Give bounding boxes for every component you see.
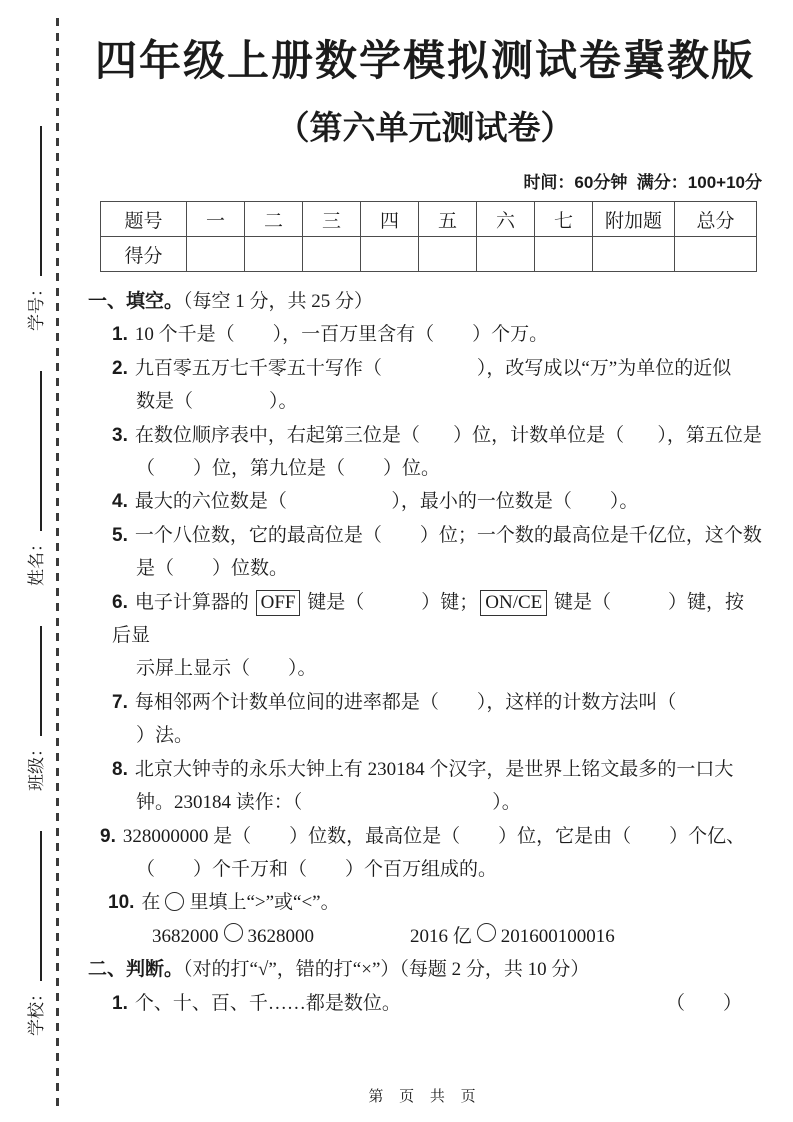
seal-field-student-number bbox=[22, 126, 47, 331]
question-10-number: 10. bbox=[108, 892, 135, 914]
score-cell[interactable] bbox=[675, 237, 757, 272]
question-3-number: 3. bbox=[112, 424, 128, 446]
question-6-line2: 示屏上显示（ ）。 bbox=[136, 658, 317, 680]
question-9-number: 9. bbox=[100, 825, 116, 847]
question-6-number: 6. bbox=[112, 591, 128, 613]
comparison-1-right-value: 3628000 bbox=[247, 925, 314, 947]
class-label: 班级： bbox=[27, 740, 46, 791]
question-2-line2: 数是（ ）。 bbox=[136, 391, 298, 413]
calculator-once-key: ON/CE bbox=[480, 590, 547, 616]
question-2 bbox=[88, 352, 762, 385]
comparison-2-right-value: 201600100016 bbox=[500, 925, 615, 947]
question-8-number: 8. bbox=[112, 758, 128, 780]
section-1-title: 一、填空。 bbox=[88, 291, 184, 312]
section-1-heading bbox=[88, 285, 762, 318]
question-9 bbox=[88, 820, 762, 853]
question-2-text-line1: 九百零五万七千零五十写作（ ），改写成以“万”为单位的近似 bbox=[134, 357, 732, 379]
question-3-text-line1: 在数位顺序表中，右起第三位是（ ）位，计数单位是（ ），第五位是 bbox=[134, 424, 762, 446]
question-8 bbox=[88, 753, 762, 786]
student-number-label: 学号： bbox=[27, 280, 46, 331]
score-cell[interactable] bbox=[477, 237, 535, 272]
score-header-cell: 三 bbox=[303, 202, 361, 237]
question-9-line2: （ ）个千万和（ ）个百万组成的。 bbox=[136, 858, 498, 880]
score-cell[interactable] bbox=[361, 237, 419, 272]
question-10-text-pre: 在 bbox=[141, 892, 161, 914]
score-header-cell: 五 bbox=[419, 202, 477, 237]
school-label: 学校： bbox=[27, 985, 46, 1036]
compare-circle-icon bbox=[165, 892, 184, 911]
compare-circle-icon[interactable] bbox=[477, 923, 496, 942]
question-1-text: 10 个千是（ ），一百万里含有（ ）个万。 bbox=[134, 324, 549, 346]
question-1-number: 1. bbox=[112, 324, 128, 346]
score-row-label: 得分 bbox=[101, 237, 187, 272]
score-table bbox=[100, 201, 757, 272]
page-title: 四年级上册数学模拟测试卷冀教版 bbox=[94, 37, 755, 84]
score-header-cell: 二 bbox=[245, 202, 303, 237]
question-6-text-pre: 电子计算器的 bbox=[134, 591, 254, 613]
question-7 bbox=[88, 686, 762, 719]
section-2-title: 二、判断。 bbox=[88, 959, 184, 981]
score-header-cell: 一 bbox=[187, 202, 245, 237]
question-10-text-post: 里填上“>”或“<”。 bbox=[189, 892, 340, 914]
score-table-score-row bbox=[101, 237, 757, 272]
score-header-cell: 题号 bbox=[101, 202, 187, 237]
question-5-line2: 是（ ）位数。 bbox=[136, 558, 289, 580]
comparison-1 bbox=[152, 920, 314, 953]
question-8-text-line1: 北京大钟寺的永乐大钟上有 230184 个汉字，是世界上铭文最多的一口大 bbox=[134, 758, 734, 780]
judge-question-1 bbox=[88, 987, 762, 1020]
page-footer: 第 页 共 页 bbox=[368, 1089, 482, 1105]
school-blank-line[interactable] bbox=[25, 831, 42, 981]
comparison-2-left-value: 2016 亿 bbox=[410, 925, 472, 947]
seal-area bbox=[22, 46, 47, 1106]
calculator-off-key: OFF bbox=[256, 590, 301, 616]
question-5 bbox=[88, 519, 762, 552]
question-8-line2: 钟。230184 读作：（ ）。 bbox=[136, 792, 521, 814]
score-cell[interactable] bbox=[535, 237, 593, 272]
question-9-text-line1: 328000000 是（ ）位数，最高位是（ ）位，它是由（ ）个亿、 bbox=[122, 825, 746, 847]
question-10 bbox=[88, 886, 762, 919]
name-blank-line[interactable] bbox=[25, 371, 42, 531]
question-6 bbox=[88, 586, 762, 653]
seal-field-name bbox=[22, 371, 47, 586]
exam-info: 时间：60分钟 满分：100+10分 bbox=[523, 173, 762, 192]
question-6-text-mid: 键是（ ）键； bbox=[302, 591, 479, 613]
section-2-heading bbox=[88, 953, 762, 986]
main-column bbox=[88, 20, 762, 1020]
question-2-number: 2. bbox=[112, 357, 128, 379]
page-subtitle: （第六单元测试卷） bbox=[276, 109, 574, 146]
judge-question-1-number: 1. bbox=[112, 992, 128, 1014]
question-5-number: 5. bbox=[112, 524, 128, 546]
judge-question-1-text: 个、十、百、千……都是数位。 bbox=[134, 992, 401, 1014]
question-7-text-line1: 每相邻两个计数单位间的进率都是（ ），这样的计数方法叫（ bbox=[134, 691, 677, 713]
score-header-cell: 七 bbox=[535, 202, 593, 237]
section-1-note: （每空 1 分，共 25 分） bbox=[183, 291, 374, 312]
score-cell[interactable] bbox=[303, 237, 361, 272]
score-cell[interactable] bbox=[187, 237, 245, 272]
score-header-cell: 四 bbox=[361, 202, 419, 237]
question-7-number: 7. bbox=[112, 691, 128, 713]
score-header-cell: 六 bbox=[477, 202, 535, 237]
question-4 bbox=[88, 485, 762, 518]
seal-field-school bbox=[22, 831, 47, 1036]
question-10-comparisons bbox=[88, 920, 762, 953]
compare-circle-icon[interactable] bbox=[224, 923, 243, 942]
score-table-header-row bbox=[101, 202, 757, 237]
class-blank-line[interactable] bbox=[25, 626, 42, 736]
score-cell[interactable] bbox=[419, 237, 477, 272]
score-header-cell: 附加题 bbox=[593, 202, 675, 237]
student-number-blank-line[interactable] bbox=[25, 126, 42, 276]
question-3 bbox=[88, 419, 762, 452]
score-cell[interactable] bbox=[245, 237, 303, 272]
question-4-text: 最大的六位数是（ ），最小的一位数是（ ）。 bbox=[134, 491, 639, 513]
seal-dashed-line bbox=[56, 18, 59, 1106]
name-label: 姓名： bbox=[27, 535, 46, 586]
question-7-line2: ）法。 bbox=[136, 725, 194, 747]
section-2-note: （对的打“√”，错的打“×”）（每题 2 分，共 10 分） bbox=[183, 959, 590, 981]
questions-area bbox=[88, 285, 762, 1020]
judge-question-1-answer-blank[interactable]: （ ） bbox=[665, 992, 742, 1014]
question-6-text-post: 键是（ ）键，按后显 bbox=[112, 591, 745, 647]
comparison-1-left-value: 3682000 bbox=[152, 925, 219, 947]
score-cell[interactable] bbox=[593, 237, 675, 272]
question-1 bbox=[88, 318, 762, 351]
question-4-number: 4. bbox=[112, 491, 128, 513]
question-3-line2: （ ）位，第九位是（ ）位。 bbox=[136, 458, 441, 480]
question-5-text-line1: 一个八位数，它的最高位是（ ）位；一个数的最高位是千亿位，这个数 bbox=[134, 524, 762, 546]
judge-question-1-main bbox=[112, 987, 401, 1020]
comparison-2 bbox=[410, 920, 615, 953]
seal-field-class bbox=[22, 626, 47, 791]
score-header-cell: 总分 bbox=[675, 202, 757, 237]
